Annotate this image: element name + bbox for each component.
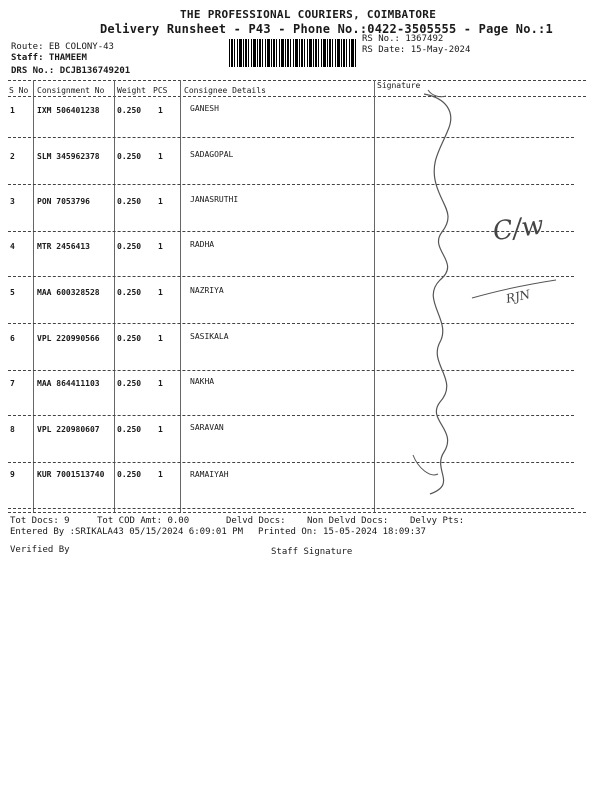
row-sno: 4 xyxy=(10,242,15,251)
entered-by: Entered By :SRIKALA43 05/15/2024 6:09:01 PM xyxy=(10,527,243,537)
staff-signature-label: Staff Signature xyxy=(271,547,353,557)
rs-date: RS Date: 15-May-2024 xyxy=(362,45,471,55)
row-pcs: 1 xyxy=(158,197,163,206)
row-consignment: VPL 220990566 xyxy=(37,334,100,343)
col-header-consignee: Consignee Details xyxy=(184,86,266,95)
row-pcs: 1 xyxy=(158,106,163,115)
row-pcs: 1 xyxy=(158,379,163,388)
row-pcs: 1 xyxy=(158,334,163,343)
rs-number: RS No.: 1367492 xyxy=(362,34,444,44)
row-consignee: SASIKALA xyxy=(190,332,229,341)
non-delivered-docs: Non Delvd Docs: xyxy=(307,516,389,526)
delivered-docs: Delvd Docs: xyxy=(226,516,286,526)
row-sno: 1 xyxy=(10,106,15,115)
row-sno: 3 xyxy=(10,197,15,206)
handwritten-initials: RJN xyxy=(504,287,532,306)
row-weight: 0.250 xyxy=(117,334,142,343)
col-header-consignment: Consignment No xyxy=(37,86,105,95)
row-consignment: PON 7053796 xyxy=(37,197,90,206)
col-header-sno: S No xyxy=(9,86,29,95)
row-consignment: MAA 600328528 xyxy=(37,288,100,297)
row-weight: 0.250 xyxy=(117,152,142,161)
row-sno: 9 xyxy=(10,470,15,479)
total-docs: Tot Docs: 9 xyxy=(10,516,70,526)
row-sno: 2 xyxy=(10,152,15,161)
row-consignment: SLM 345962378 xyxy=(37,152,100,161)
company-name: THE PROFESSIONAL COURIERS, COIMBATORE xyxy=(180,8,437,21)
row-consignment: VPL 220980607 xyxy=(37,425,100,434)
col-header-weight: Weight xyxy=(117,86,146,95)
row-pcs: 1 xyxy=(158,425,163,434)
col-header-signature: Signature xyxy=(377,81,421,90)
total-cod-amount: Tot COD Amt: 0.00 xyxy=(97,516,190,526)
row-pcs: 1 xyxy=(158,152,163,161)
row-pcs: 1 xyxy=(158,470,163,479)
row-consignment: MTR 2456413 xyxy=(37,242,90,251)
row-consignee: SADAGOPAL xyxy=(190,150,234,159)
row-pcs: 1 xyxy=(158,242,163,251)
row-consignee: NAKHA xyxy=(190,377,215,386)
printed-on: Printed On: 15-05-2024 18:09:37 xyxy=(258,527,426,537)
row-consignment: MAA 864411103 xyxy=(37,379,100,388)
delivery-points: Delvy Pts: xyxy=(410,516,465,526)
row-sno: 7 xyxy=(10,379,15,388)
row-consignee: SARAVAN xyxy=(190,423,224,432)
row-consignee: GANESH xyxy=(190,104,219,113)
row-weight: 0.250 xyxy=(117,470,142,479)
row-sno: 5 xyxy=(10,288,15,297)
row-consignment: IXM 506401238 xyxy=(37,106,100,115)
col-header-pcs: PCS xyxy=(153,86,168,95)
row-weight: 0.250 xyxy=(117,379,142,388)
row-consignee: RAMAIYAH xyxy=(190,470,229,479)
route-label: Route: EB COLONY-43 xyxy=(11,42,114,52)
verified-by: Verified By xyxy=(10,545,70,555)
row-sno: 8 xyxy=(10,425,15,434)
row-consignee: RADHA xyxy=(190,240,215,249)
row-consignment: KUR 7001513740 xyxy=(37,470,105,479)
row-weight: 0.250 xyxy=(117,288,142,297)
row-sno: 6 xyxy=(10,334,15,343)
row-weight: 0.250 xyxy=(117,425,142,434)
drs-number: DRS No.: DCJB136749201 xyxy=(11,66,131,76)
row-weight: 0.250 xyxy=(117,106,142,115)
row-consignee: JANASRUTHI xyxy=(190,195,239,204)
staff-label: Staff: THAMEEM xyxy=(11,53,87,63)
handwritten-annotation: C/w xyxy=(491,210,546,248)
row-weight: 0.250 xyxy=(117,197,142,206)
row-weight: 0.250 xyxy=(117,242,142,251)
row-consignee: NAZRIYA xyxy=(190,286,224,295)
runsheet-title: Delivery Runsheet - P43 - Phone No.:0422-3505555 - Page No.:1 xyxy=(100,22,553,36)
row-pcs: 1 xyxy=(158,288,163,297)
